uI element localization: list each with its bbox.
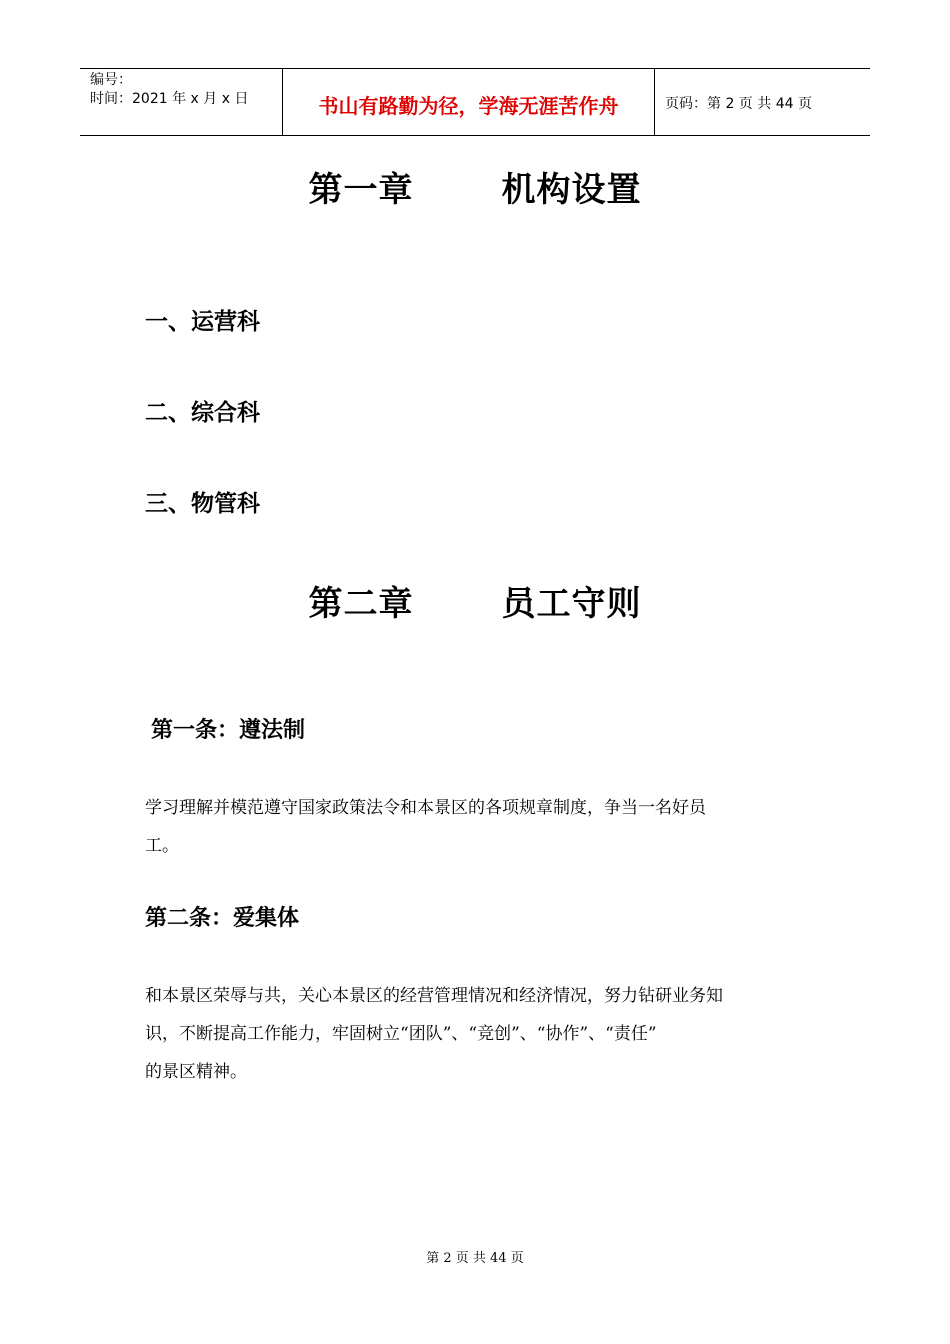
chapter-1-number: 第一章 <box>308 170 414 210</box>
number-label: 编号： <box>90 72 132 88</box>
section-2: 二、综合科 <box>145 400 260 426</box>
page-header <box>80 68 870 136</box>
time-label: 时间：2021 年 x 月 x 日 <box>90 91 249 107</box>
article-1-line: 工。 <box>145 836 179 856</box>
article-2-line: 识，不断提高工作能力，牢固树立“团队”、“竞创”、“协作”、“责任” <box>145 1024 657 1044</box>
chapter-2-number: 第二章 <box>308 584 414 624</box>
section-3: 三、物管科 <box>145 491 260 517</box>
section-1: 一、运营科 <box>145 309 260 335</box>
header-page-label: 页码：第 2 页 共 44 页 <box>665 96 812 112</box>
article-1-line: 学习理解并模范遵守国家政策法令和本景区的各项规章制度，争当一名好员 <box>145 798 706 818</box>
page-footer: 第 2 页 共 44 页 <box>426 1251 524 1266</box>
article-2-text <box>145 977 805 1091</box>
article-2-line: 的景区精神。 <box>145 1062 247 1082</box>
chapter-1-title: 机构设置 <box>501 170 642 210</box>
header-meta <box>80 69 282 135</box>
article-1-title: 第一条：遵法制 <box>151 718 306 743</box>
article-1-text <box>145 789 805 865</box>
article-2-line: 和本景区荣辱与共，关心本景区的经营管理情况和经济情况，努力钻研业务知 <box>145 986 723 1006</box>
article-2-title: 第二条：爱集体 <box>145 906 300 931</box>
header-motto: 书山有路勤为径，学海无涯苦作舟 <box>282 69 655 135</box>
chapter-1-heading <box>0 162 950 211</box>
chapter-2-title: 员工守则 <box>501 584 642 624</box>
chapter-2-heading <box>0 576 950 625</box>
